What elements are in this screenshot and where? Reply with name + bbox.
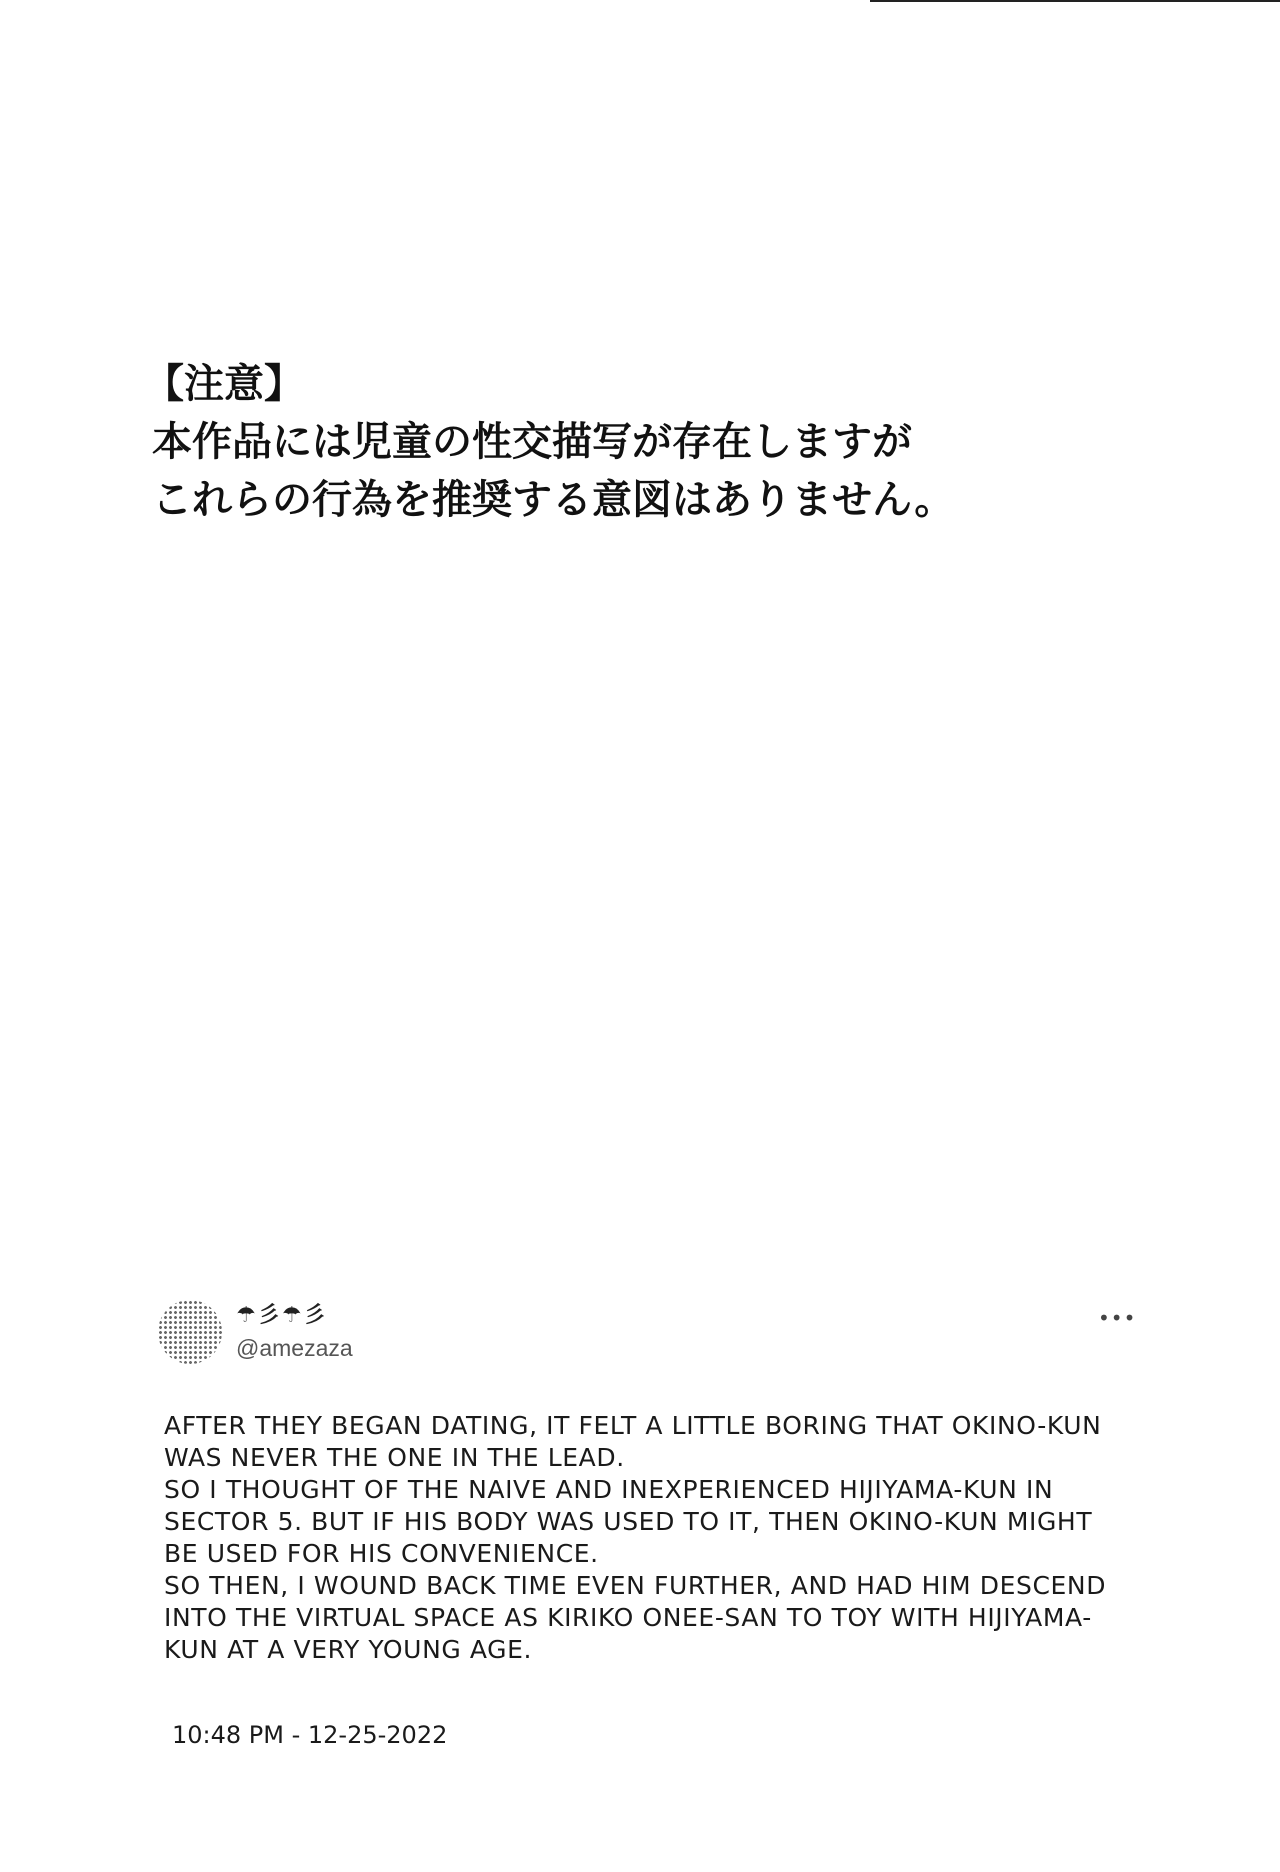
tweet-body bbox=[164, 1410, 1154, 1666]
tweet-line: KUN AT A VERY YOUNG AGE. bbox=[164, 1635, 533, 1664]
warning-heading: 【注意】 bbox=[144, 361, 304, 407]
tweet-line: BE USED FOR HIS CONVENIENCE. bbox=[164, 1539, 599, 1568]
timestamp: 10:48 PM - 12-25-2022 bbox=[172, 1721, 448, 1749]
avatar bbox=[158, 1300, 222, 1364]
tweet-line: WAS NEVER THE ONE IN THE LEAD. bbox=[164, 1443, 625, 1472]
content-warning bbox=[144, 355, 1152, 529]
user-handle: @amezaza bbox=[236, 1335, 353, 1361]
tweet-line: AFTER THEY BEGAN DATING, IT FELT A LITTLE BORING THAT OKINO-KUN bbox=[164, 1411, 1102, 1440]
tweet-line: SO THEN, I WOUND BACK TIME EVEN FURTHER, AND HAD HIM DESCEND bbox=[164, 1571, 1107, 1600]
display-name: ☂彡☂彡 bbox=[236, 1303, 328, 1328]
top-edge-rule bbox=[870, 0, 1280, 2]
tweet-line: SECTOR 5. BUT IF HIS BODY WAS USED TO IT, THEN OKINO-KUN MIGHT bbox=[164, 1507, 1093, 1536]
tweet-line: SO I THOUGHT OF THE NAIVE AND INEXPERIENCED HIJIYAMA-KUN IN bbox=[164, 1475, 1054, 1504]
warning-line-2: これらの行為を推奨する意図はありません。 bbox=[152, 477, 955, 523]
more-options-icon: ••• bbox=[1098, 1306, 1137, 1330]
warning-line-1: 本作品には児童の性交描写が存在しますが bbox=[152, 419, 912, 465]
tweet-line: INTO THE VIRTUAL SPACE AS KIRIKO ONEE-SAN TO TOY WITH HIJIYAMA- bbox=[164, 1603, 1092, 1632]
tweet-card bbox=[158, 1300, 1138, 1760]
